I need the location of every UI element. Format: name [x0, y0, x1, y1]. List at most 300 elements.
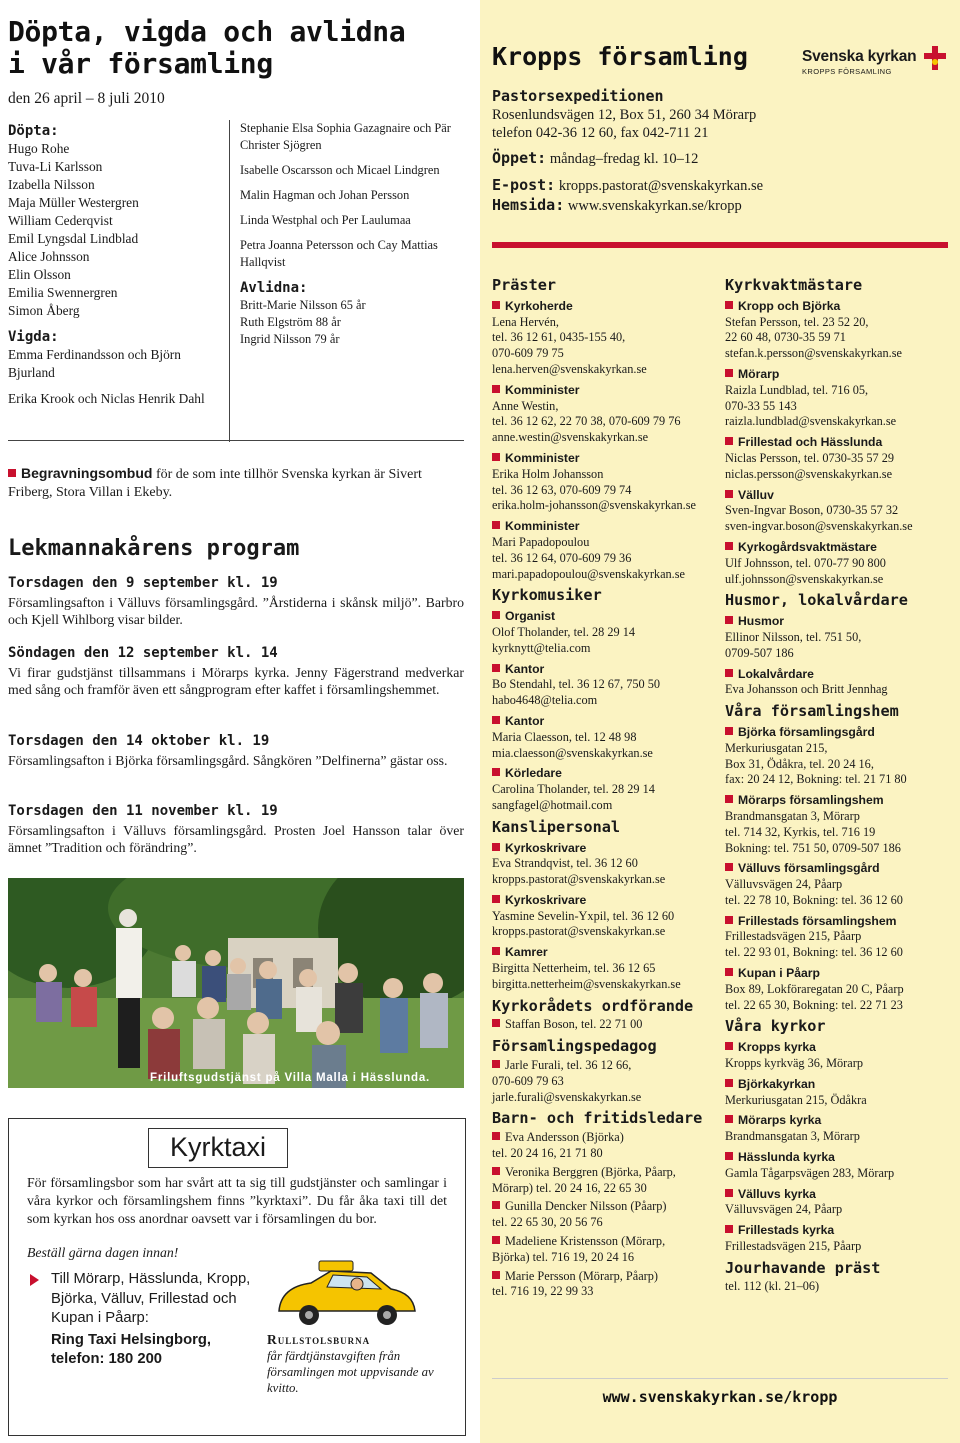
bullet-square-icon	[725, 795, 733, 803]
avlidna-list	[240, 297, 460, 348]
role-text: Välluv	[738, 487, 774, 502]
role-text: Kamrer	[505, 945, 548, 960]
role-text: Björka församlingsgård	[738, 724, 875, 739]
email-link[interactable]: kropps.pastorat@svenskakyrkan.se	[492, 924, 666, 939]
staff-entry	[492, 1017, 717, 1033]
entry-text: Veronika Berggren (Björka, Påarp,	[505, 1164, 676, 1179]
contact-line: tel. 22 93 01, Bokning: tel. 36 12 60	[725, 945, 903, 960]
email-link[interactable]: kropps.pastorat@svenskakyrkan.se	[492, 872, 666, 887]
event-item	[8, 575, 464, 629]
baptized-name: Emil Lyngsdal Lindblad	[8, 231, 139, 246]
role-text: Organist	[505, 609, 556, 624]
entry-first-line	[492, 1058, 717, 1074]
staff-entry	[725, 966, 955, 1013]
contact-line: Brandmansgatan 3, Mörarp	[725, 808, 860, 823]
contact-line: Frillestadsvägen 215, Påarp	[725, 929, 862, 944]
role-text: Kyrkogårdsvaktmästare	[738, 539, 877, 554]
married-couple: Linda Westphal och Per Laulumaa	[240, 213, 411, 227]
contact-line: tel. 36 12 63, 070-609 79 74	[492, 482, 632, 497]
contact-line: 070-33 55 143	[725, 398, 797, 413]
baptized-name: Maja Müller Westergren	[8, 195, 139, 210]
role-text: Komminister	[505, 450, 580, 465]
bullet-square-icon	[492, 768, 500, 776]
contact-line: tel. 36 12 62, 22 70 38, 070-609 79 76	[492, 414, 681, 429]
role-text: Komminister	[505, 382, 580, 397]
baptized-name: Tuva-Li Karlsson	[8, 159, 103, 174]
staff-entry	[725, 540, 955, 587]
role-text: Komminister	[505, 519, 580, 534]
right-column	[480, 0, 960, 1443]
staff-column-2	[725, 272, 955, 1294]
burial-notice	[8, 464, 464, 502]
logo-line-2: KROPPS FÖRSAMLING	[802, 67, 892, 76]
parish-title: Kropps församling	[492, 42, 748, 71]
contact-line: tel. 20 24 16, 21 71 80	[492, 1146, 603, 1161]
contact-line: Box 31, Ödåkra, tel. 20 24 16,	[725, 756, 874, 771]
staff-entry	[492, 1269, 717, 1301]
married-couple: Emma Ferdinandsson och Björn Bjurland	[8, 347, 181, 380]
bullet-square-icon	[725, 1189, 733, 1197]
bullet-square-icon	[492, 1236, 500, 1244]
bullet-square-icon	[725, 1115, 733, 1123]
bullet-square-icon	[725, 1225, 733, 1233]
parish-office	[492, 87, 952, 215]
staff-entry	[492, 383, 717, 446]
staff-entry	[725, 299, 955, 362]
kyrktaxi-destination-text: Till Mörarp, Hässlunda, Kropp, Björka, Välluv, Frillestad och Kupan i Påarp:	[51, 1271, 251, 1326]
email-link[interactable]: sangfagel@hotmail.com	[492, 797, 613, 812]
dopta-heading: Döpta:	[8, 123, 59, 139]
staff-entry	[492, 1199, 717, 1231]
staff-entry	[725, 435, 955, 482]
role-label	[492, 766, 717, 782]
title-line-2: i vår församling	[8, 47, 273, 80]
parish-phone: telefon 042-36 12 60, fax 042-711 21	[492, 125, 709, 141]
event-item	[8, 645, 464, 699]
contact-line: Merkuriusgatan 215,	[725, 740, 828, 755]
contact-line: tel. 22 65 30, Bokning: tel. 22 71 23	[725, 997, 903, 1012]
staff-entry	[725, 914, 955, 961]
contact-line: 070-609 79 63	[492, 1073, 564, 1088]
contact-line: Frillestadsvägen 215, Påarp	[725, 1239, 862, 1254]
role-text: Kyrkoherde	[505, 298, 573, 313]
bullet-square-icon	[725, 437, 733, 445]
role-text: Mörarps kyrka	[738, 1113, 822, 1128]
role-label	[725, 367, 955, 383]
staff-entry	[725, 793, 955, 856]
section-heading: Kyrkvaktmästare	[725, 276, 863, 294]
left-column	[0, 0, 470, 1443]
bullet-square-icon	[725, 1152, 733, 1160]
role-text: Körledare	[505, 766, 562, 781]
section-divider	[8, 440, 464, 441]
bullet-square-icon	[492, 1132, 500, 1140]
staff-entry	[725, 1223, 955, 1255]
kyrktaxi-title: Kyrktaxi	[148, 1128, 288, 1168]
married-deceased-column	[240, 120, 460, 348]
bullet-square-icon	[492, 1060, 500, 1068]
role-label	[492, 383, 717, 399]
contact-line: Kropps kyrkväg 36, Mörarp	[725, 1056, 863, 1071]
contact-line: Anne Westin,	[492, 398, 559, 413]
role-text: Frillestads kyrka	[738, 1223, 835, 1238]
contact-line: tel. 714 32, Kyrkis, tel. 716 19	[725, 824, 876, 839]
section-heading: Församlingspedagog	[492, 1037, 657, 1056]
bullet-square-icon	[725, 669, 733, 677]
baptized-name: William Cederqvist	[8, 213, 113, 228]
email-link[interactable]: kyrknytt@telia.com	[492, 640, 591, 655]
staff-entry	[725, 861, 955, 908]
bullet-square-icon	[725, 916, 733, 924]
role-text: Kantor	[505, 661, 545, 676]
staff-entry	[725, 1040, 955, 1072]
contact-line: Yasmine Sevelin-Yxpil, tel. 36 12 60	[492, 908, 675, 923]
role-label	[492, 451, 717, 467]
arrow-icon	[30, 1274, 39, 1286]
section-heading: Jourhavande präst	[725, 1258, 881, 1277]
open-label: Öppet:	[492, 148, 547, 167]
taxi-car-icon	[271, 1259, 421, 1329]
contact-line: Ulf Johnsson, tel. 070-77 90 800	[725, 555, 886, 570]
staff-entry	[725, 1113, 955, 1145]
section-heading: Husmor, lokalvårdare	[725, 591, 908, 610]
email-link[interactable]: kropps.pastorat@svenskakyrkan.se	[555, 178, 764, 194]
married-couple: Malin Hagman och Johan Persson	[240, 188, 410, 202]
avlidna-heading: Avlidna:	[240, 280, 308, 296]
entry-text: tel. 112 (kl. 21–06)	[725, 1278, 820, 1293]
role-label	[725, 299, 955, 315]
email-link[interactable]: raizla.lundblad@svenskakyrkan.se	[725, 414, 897, 429]
entry-text: Staffan Boson, tel. 22 71 00	[505, 1017, 643, 1032]
contact-line: Björka) tel. 716 19, 20 24 16	[492, 1249, 635, 1264]
bullet-square-icon	[492, 947, 500, 955]
kyrktaxi-text: För församlingsbor som har svårt att ta sig till gudstjänster och samlingar i våra kyrkor och församlingshem finns ”kyrktaxi”. Du får åka taxi till det som kyrkan hos oss anordnar oavsett var i församlingen du bor.	[27, 1175, 447, 1226]
staff-entry	[725, 614, 955, 661]
deceased-name: Ingrid Nilsson 79 år	[240, 332, 340, 346]
role-label	[725, 1040, 955, 1056]
role-label	[725, 1077, 955, 1093]
email-link[interactable]: niclas.persson@svenskakyrkan.se	[725, 466, 893, 481]
entry-text: Eva Andersson (Björka)	[505, 1130, 624, 1145]
contact-line: Erika Holm Johansson	[492, 466, 604, 481]
photo-illustration	[8, 878, 464, 1088]
contact-line: Eva Strandqvist, tel. 36 12 60	[492, 856, 638, 871]
role-label	[725, 914, 955, 930]
title-line-1: Döpta, vigda och avlidna	[8, 15, 406, 48]
event-item	[8, 733, 464, 769]
outdoor-service-photo	[8, 878, 464, 1088]
role-text: Kyrkoskrivare	[505, 892, 587, 907]
kyrktaxi-company: Ring Taxi Helsingborg, telefon: 180 200	[51, 1331, 212, 1367]
contact-line: fax: 20 24 12, Bokning: tel. 21 71 80	[725, 772, 907, 787]
role-text: Hässlunda kyrka	[738, 1150, 835, 1165]
staff-entry	[492, 766, 717, 813]
svenska-kyrkan-logo	[802, 48, 952, 78]
role-text: Mörarp	[738, 366, 780, 381]
staff-entry	[492, 1165, 717, 1197]
event-text: Vi firar gudstjänst tillsammans i Mörarps kyrka. Jenny Fägerstrand medverkar med sång och framför även ett sångprogram efter kaffet i församlingshemmet.	[8, 664, 464, 697]
email-link[interactable]: mari.papadopoulou@svenskakyrkan.se	[492, 566, 685, 581]
email-link[interactable]: mia.claesson@svenskakyrkan.se	[492, 745, 653, 760]
photo-caption: Friluftsgudstjänst på Villa Malla i Hässlunda.	[150, 1072, 431, 1084]
role-label	[725, 1187, 955, 1203]
staff-entry	[492, 893, 717, 940]
role-label	[492, 945, 717, 961]
bullet-square-icon	[725, 542, 733, 550]
bullet-square-icon	[725, 968, 733, 976]
parish-office-heading: Pastorsexpeditionen	[492, 87, 664, 105]
footer-website[interactable]: www.svenskakyrkan.se/kropp	[602, 1388, 838, 1406]
contact-line: Bokning: tel. 751 50, 0709-507 186	[725, 840, 901, 855]
footer-divider	[492, 1378, 948, 1379]
role-label	[725, 667, 955, 683]
email-link[interactable]: ulf.johnsson@svenskakyrkan.se	[725, 571, 884, 586]
email-link[interactable]: sven-ingvar.boson@svenskakyrkan.se	[725, 519, 913, 534]
role-text: Kupan i Påarp	[738, 966, 820, 981]
event-date: Torsdagen den 14 oktober kl. 19	[8, 733, 270, 749]
staff-entry	[492, 714, 717, 761]
contact-line: Maria Claesson, tel. 12 48 98	[492, 729, 637, 744]
contact-line: Eva Johansson och Britt Jennhag	[725, 682, 888, 697]
vigda-heading: Vigda:	[8, 329, 59, 345]
section-heading: Kanslipersonal	[492, 817, 621, 836]
red-divider	[492, 242, 948, 248]
section-heading: Barn- och fritidsledare	[492, 1109, 703, 1128]
vigda-list-continued	[240, 120, 460, 271]
staff-entry	[492, 451, 717, 514]
contact-line: Lena Hervén,	[492, 314, 559, 329]
email-link[interactable]: stefan.k.persson@svenskakyrkan.se	[725, 346, 902, 361]
contact-line: Bo Stendahl, tel. 36 12 67, 750 50	[492, 677, 661, 692]
staff-entry	[725, 1150, 955, 1182]
baptized-name: Hugo Rohe	[8, 141, 70, 156]
contact-line: 070-609 79 75	[492, 346, 564, 361]
homepage-label: Hemsida:	[492, 195, 565, 214]
open-hours: måndag–fredag kl. 10–12	[546, 150, 699, 167]
married-couple: Stephanie Elsa Sophia Gazagnaire och Pär Christer Sjögren	[240, 121, 451, 152]
contact-line: Mari Papadopoulou	[492, 534, 590, 549]
role-label	[492, 893, 717, 909]
contact-line: Raizla Lundblad, tel. 716 05,	[725, 382, 869, 397]
staff-entry	[492, 1234, 717, 1266]
section-heading: Våra kyrkor	[725, 1017, 826, 1036]
kyrktaxi-box	[8, 1118, 466, 1436]
wheelchair-note	[267, 1332, 452, 1396]
married-couple: Isabelle Oscarsson och Micael Lindgren	[240, 163, 440, 177]
email-link[interactable]: anne.westin@svenskakyrkan.se	[492, 430, 649, 445]
contact-line: Sven-Ingvar Boson, 0730-35 57 32	[725, 503, 899, 518]
baptized-name: Alice Johnsson	[8, 249, 90, 264]
section-heading: Kyrkomusiker	[492, 586, 602, 605]
email-link[interactable]: jarle.furali@svenskakyrkan.se	[492, 1089, 642, 1104]
staff-entry	[725, 1077, 955, 1109]
bullet-square-icon	[725, 490, 733, 498]
entry-text: Madeliene Kristensson (Mörarp,	[505, 1234, 666, 1249]
staff-entry	[725, 1187, 955, 1219]
email-link[interactable]: lena.herven@svenskakyrkan.se	[492, 361, 647, 376]
entry-text: Marie Persson (Mörarp, Påarp)	[505, 1268, 658, 1283]
entry-first-line	[492, 1199, 717, 1215]
role-text: Kropps kyrka	[738, 1040, 816, 1055]
bullet-square-icon	[492, 521, 500, 529]
entry-first-line	[492, 1165, 717, 1181]
contact-line: Olof Tholander, tel. 28 29 14	[492, 624, 636, 639]
bullet-square-icon	[725, 616, 733, 624]
email-label: E-post:	[492, 176, 556, 194]
role-text: Välluvs kyrka	[738, 1186, 816, 1201]
deceased-name: Britt-Marie Nilsson 65 år	[240, 298, 366, 312]
role-label	[492, 662, 717, 678]
burial-text: för de som inte tillhör Svenska kyrkan är Sivert Friberg, Stora Villan i Ekeby.	[8, 467, 422, 500]
event-date: Torsdagen den 9 september kl. 19	[8, 575, 278, 591]
kyrktaxi-order-note: Beställ gärna dagen innan!	[27, 1245, 179, 1260]
staff-entry	[492, 519, 717, 582]
entry-first-line	[492, 1017, 717, 1033]
baptized-name: Simon Åberg	[8, 303, 80, 318]
vigda-list	[8, 346, 223, 408]
role-label	[725, 966, 955, 982]
email-link[interactable]: erika.holm-johansson@svenskakyrkan.se	[492, 498, 696, 513]
married-couple: Erika Krook och Niclas Henrik Dahl	[8, 391, 205, 406]
baptized-name: Emilia Swennergren	[8, 285, 118, 300]
staff-entry	[725, 1279, 955, 1295]
staff-entry	[492, 299, 717, 378]
contact-line: Stefan Persson, tel. 23 52 20,	[725, 314, 869, 329]
bullet-square-icon	[725, 369, 733, 377]
contact-line: Brandmansgatan 3, Mörarp	[725, 1129, 860, 1144]
role-label	[492, 714, 717, 730]
staff-entry	[492, 1058, 717, 1105]
event-date: Torsdagen den 11 november kl. 19	[8, 803, 278, 819]
section-heading: Våra församlingshem	[725, 702, 899, 721]
contact-line: 0709-507 186	[725, 645, 794, 660]
entry-text: Jarle Furali, tel. 36 12 66,	[505, 1058, 632, 1073]
role-label	[725, 861, 955, 877]
contact-line: Niclas Persson, tel. 0730-35 57 29	[725, 450, 895, 465]
contact-line: Ellinor Nilsson, tel. 751 50,	[725, 629, 862, 644]
bullet-square-icon	[725, 727, 733, 735]
wheelchair-heading: Rullstolsburna	[267, 1332, 371, 1347]
baptized-married-column	[8, 120, 223, 416]
email-link[interactable]: birgitta.netterheim@svenskakyrkan.se	[492, 976, 681, 991]
bullet-square-icon	[492, 301, 500, 309]
bullet-square-icon	[8, 469, 16, 477]
event-date: Söndagen den 12 september kl. 14	[8, 645, 278, 661]
role-label	[492, 841, 717, 857]
cross-icon	[924, 46, 946, 70]
contact-line: Carolina Tholander, tel. 28 29 14	[492, 782, 655, 797]
baptized-name: Izabella Nilsson	[8, 177, 95, 192]
role-label	[725, 540, 955, 556]
bullet-square-icon	[492, 385, 500, 393]
bullet-square-icon	[492, 1201, 500, 1209]
entry-first-line	[492, 1234, 717, 1250]
bullet-square-icon	[725, 863, 733, 871]
contact-line: Välluvsvägen 24, Påarp	[725, 877, 843, 892]
homepage-link[interactable]: www.svenskakyrkan.se/kropp	[564, 197, 742, 214]
contact-line: Birgitta Netterheim, tel. 36 12 65	[492, 961, 656, 976]
bullet-square-icon	[725, 1042, 733, 1050]
role-text: Kantor	[505, 713, 545, 728]
event-text: Församlingsafton i Välluvs församlingsgård. ”Årstiderna i skånsk miljö”. Barbro och Kjell Wihlborg visar bilder.	[8, 594, 464, 627]
role-text: Frillestad och Hässlunda	[738, 435, 883, 450]
role-label	[725, 1113, 955, 1129]
email-link[interactable]: habo4648@telia.com	[492, 693, 598, 708]
column-divider	[229, 120, 230, 442]
bullet-square-icon	[492, 664, 500, 672]
role-label	[492, 609, 717, 625]
contact-line: Gamla Tågarpsvägen 283, Mörarp	[725, 1165, 895, 1180]
page-title	[8, 16, 468, 80]
staff-entry	[492, 609, 717, 656]
contact-line: tel. 22 65 30, 20 56 76	[492, 1215, 603, 1230]
role-label	[725, 435, 955, 451]
role-text: Kyrkoskrivare	[505, 840, 587, 855]
role-text: Lokalvårdare	[738, 666, 814, 681]
contact-line: tel. 36 12 64, 070-609 79 36	[492, 550, 632, 565]
bullet-square-icon	[492, 895, 500, 903]
role-text: Kropp och Björka	[738, 298, 841, 313]
bullet-square-icon	[725, 301, 733, 309]
entry-first-line	[492, 1269, 717, 1285]
lekmanna-title: Lekmannakårens program	[8, 536, 300, 561]
logo-line-1: Svenska kyrkan	[802, 48, 917, 65]
staff-entry	[725, 367, 955, 430]
contact-line: Mörarp) tel. 20 24 16, 22 65 30	[492, 1180, 647, 1195]
staff-entry	[725, 725, 955, 788]
bullet-square-icon	[492, 611, 500, 619]
role-text: Frillestads församlingshem	[738, 913, 897, 928]
role-label	[725, 488, 955, 504]
married-couple: Petra Joanna Petersson och Cay Mattias Hallqvist	[240, 238, 438, 269]
role-label	[725, 614, 955, 630]
bullet-square-icon	[492, 453, 500, 461]
event-item	[8, 803, 464, 857]
staff-entry	[725, 488, 955, 535]
event-text: Församlingsafton i Björka församlingsgård. Sångkören ”Delfinerna” gästar oss.	[8, 752, 448, 768]
bullet-square-icon	[725, 1079, 733, 1087]
role-label	[725, 725, 955, 741]
role-text: Välluvs församlingsgård	[738, 861, 880, 876]
kyrktaxi-destinations	[31, 1270, 256, 1370]
role-label	[725, 1223, 955, 1239]
contact-line: Välluvsvägen 24, Påarp	[725, 1202, 843, 1217]
role-label	[492, 299, 717, 315]
staff-entry	[492, 1130, 717, 1162]
staff-entry	[492, 662, 717, 709]
date-range: den 26 april – 8 juli 2010	[8, 90, 165, 107]
staff-entry	[725, 667, 955, 699]
dopta-list	[8, 140, 223, 320]
role-label	[725, 793, 955, 809]
contact-line: tel. 22 78 10, Bokning: tel. 36 12 60	[725, 892, 903, 907]
entry-text: Gunilla Dencker Nilsson (Påarp)	[505, 1199, 667, 1214]
burial-label: Begravningsombud	[21, 465, 153, 481]
contact-line: tel. 36 12 61, 0435-155 40,	[492, 330, 626, 345]
section-heading: Kyrkorådets ordförande	[492, 996, 694, 1015]
role-label	[725, 1150, 955, 1166]
deceased-name: Ruth Elgström 88 år	[240, 315, 341, 329]
entry-first-line	[492, 1130, 717, 1146]
bullet-square-icon	[492, 1167, 500, 1175]
role-label	[492, 519, 717, 535]
wheelchair-text: får färdtjänstavgiften från församlingen mot uppvisande av kvitto.	[267, 1349, 434, 1395]
role-text: Björkakyrkan	[738, 1076, 816, 1091]
bullet-square-icon	[492, 716, 500, 724]
contact-line: Box 89, Lokföraregatan 20 C, Påarp	[725, 981, 904, 996]
staff-entry	[492, 841, 717, 888]
section-heading: Präster	[492, 276, 557, 294]
